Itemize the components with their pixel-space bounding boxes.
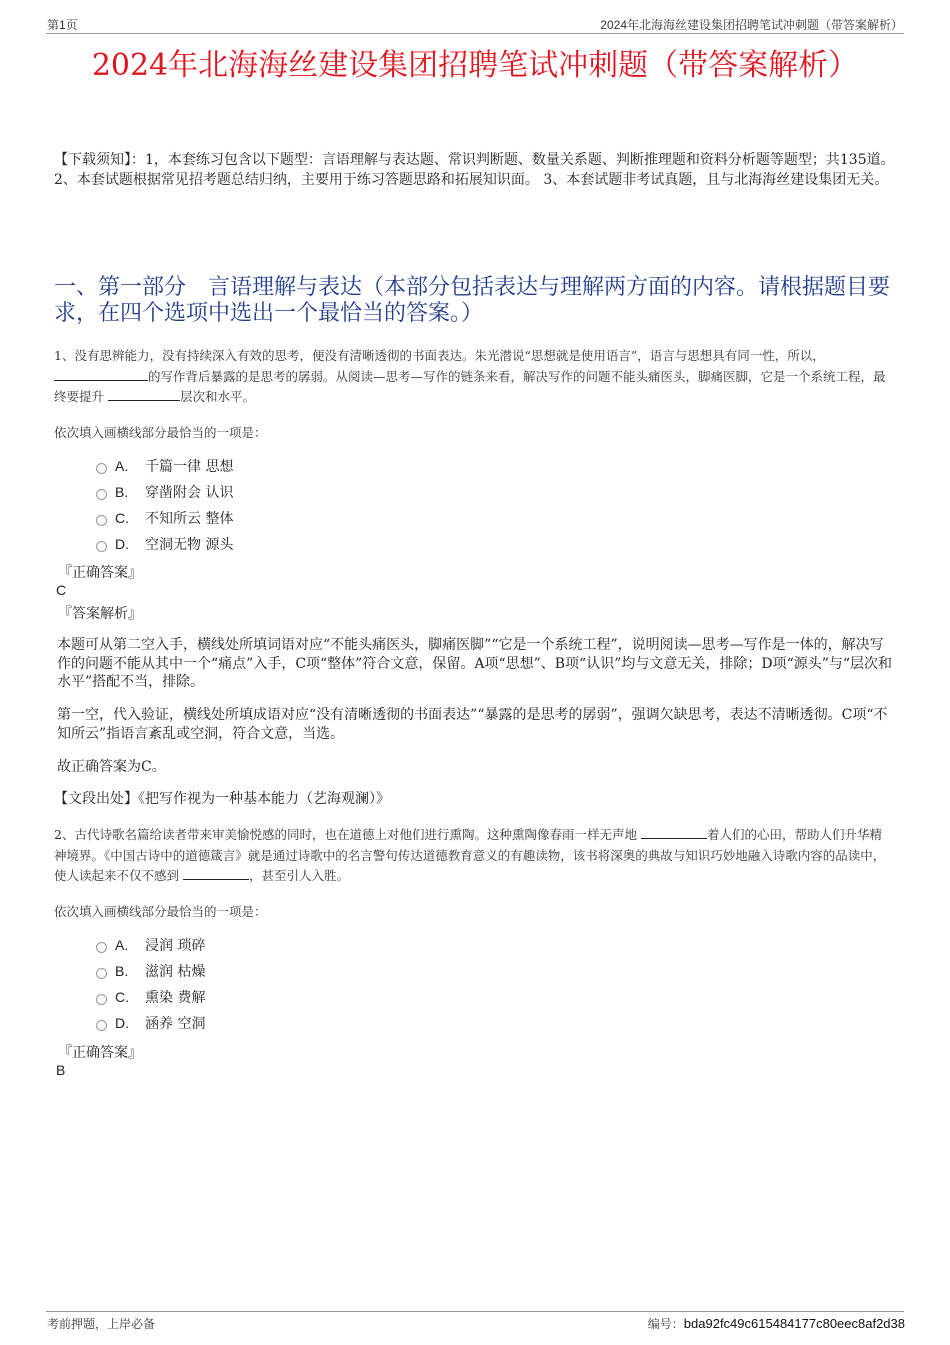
option-letter: D.: [115, 1015, 129, 1031]
source-citation: 【文段出处】《把写作视为一种基本能力（艺海观澜）》: [54, 791, 390, 807]
answer-label: 『正确答案』: [58, 1045, 142, 1061]
question-prompt: 依次填入画横线部分最恰当的一项是：: [54, 425, 267, 440]
radio-icon[interactable]: [96, 463, 107, 474]
question-2-text: [54, 825, 894, 887]
radio-icon[interactable]: [96, 1020, 107, 1031]
option-letter: D.: [115, 536, 129, 552]
footer-divider: [46, 1311, 904, 1312]
analysis-paragraph: 第一空，代入验证，横线处所填成语对应“没有清晰透彻的书面表达”“暴露的是思考的孱弱”，强调欠缺思考，表达不清晰透彻。C项“不知所云”指语言紊乱或空洞，符合文意，当选。: [57, 707, 888, 742]
blank: [641, 825, 707, 839]
question-1-text: [54, 346, 894, 408]
id-label: 编号：: [647, 1317, 684, 1331]
option-text: 穿凿附会 认识: [145, 485, 234, 501]
option-c[interactable]: [96, 987, 205, 1007]
option-c[interactable]: [96, 508, 233, 528]
radio-icon[interactable]: [96, 515, 107, 526]
download-notice: 【下载须知】：1，本套练习包含以下题型：言语理解与表达题、常识判断题、数量关系题、判断推理题和资料分析题等题型；共135道。 2、本套试题根据常见招考题总结归纳，主要用于练习答题思路和拓展知识面。 3、本套试题非考试真题，且与北海海丝建设集团无关。: [54, 152, 895, 188]
option-text: 涵养 空洞: [145, 1016, 206, 1032]
page-title: 2024年北海海丝建设集团招聘笔试冲刺题（带答案解析）: [91, 48, 859, 83]
option-letter: B.: [115, 484, 129, 500]
option-text: 浸润 琐碎: [145, 938, 206, 954]
answer-value: B: [56, 1062, 66, 1078]
option-text: 滋润 枯燥: [145, 964, 206, 980]
footer-slogan: 考前押题，上岸必备: [47, 1317, 156, 1331]
radio-icon[interactable]: [96, 489, 107, 500]
option-text: 熏染 费解: [145, 990, 206, 1006]
answer-label: 『正确答案』: [58, 565, 142, 581]
question-text-part: 1、没有思辨能力，没有持续深入有效的思考，便没有清晰透彻的书面表达。朱光潜说“思想就是使用语言”，语言与思想具有同一性，所以，: [54, 348, 825, 363]
question-prompt: 依次填入画横线部分最恰当的一项是：: [54, 904, 267, 919]
question-text-part: 2、古代诗歌名篇给读者带来审美愉悦感的同时，也在道德上对他们进行熏陶。这种熏陶像春雨一样无声地: [54, 827, 641, 842]
answer-value: C: [56, 582, 67, 598]
option-letter: B.: [115, 963, 129, 979]
header-divider: [46, 33, 904, 34]
option-text: 千篇一律 思想: [145, 459, 234, 475]
id-value: bda92fc49c615484177c80eec8af2d38: [683, 1316, 905, 1331]
analysis-label: 『答案解析』: [58, 606, 142, 622]
question-text-part: 层次和水平。: [179, 389, 255, 404]
question-text-part: 的写作背后暴露的是思考的孱弱。从阅读—思考—写作的链条来看，解决写作的问题不能头痛医头，脚痛医脚，它是一个系统工程，最终要提升: [54, 368, 886, 404]
option-letter: C.: [115, 989, 129, 1005]
option-a[interactable]: [96, 456, 233, 476]
option-text: 空洞无物 源头: [145, 537, 234, 553]
radio-icon[interactable]: [96, 541, 107, 552]
blank: [54, 367, 148, 381]
option-a[interactable]: [96, 935, 205, 955]
blank: [183, 866, 249, 880]
analysis-conclusion: 故正确答案为C。: [57, 759, 166, 775]
option-d[interactable]: [96, 534, 233, 554]
section-heading: 一、第一部分 言语理解与表达（本部分包括表达与理解两方面的内容。请根据题目要求，在四个选项中选出一个最恰当的答案。）: [54, 275, 891, 326]
radio-icon[interactable]: [96, 942, 107, 953]
option-letter: A.: [115, 937, 129, 953]
analysis-paragraph: 本题可从第二空入手，横线处所填词语对应“不能头痛医头，脚痛医脚”“它是一个系统工程”，说明阅读—思考—写作是一体的，解决写作的问题不能从其中一个“痛点”入手，C项“整体”符合文意，保留。A项“思想”、B项“认识”均与文意无关，排除；D项“源头”与“层次和水平”搭配不当，排除。: [57, 637, 893, 690]
option-b[interactable]: [96, 961, 205, 981]
blank: [108, 387, 180, 401]
document-id: [648, 1315, 905, 1332]
option-b[interactable]: [96, 482, 233, 502]
option-letter: A.: [115, 458, 129, 474]
header-doc-title: 2024年北海海丝建设集团招聘笔试冲刺题（带答案解析）: [600, 18, 903, 32]
page-number: 第1页: [47, 18, 78, 32]
option-letter: C.: [115, 510, 129, 526]
question-text-part: 着人们的心田，帮助人们升华精神境界。《中国古诗中的道德箴言》就是通过诗歌中的名言警句传达道德教育意义的有趣读物，该书将深奥的典故与知识巧妙地融入诗歌内容的品读中，使人读起来不仅不感到: [54, 827, 886, 883]
radio-icon[interactable]: [96, 994, 107, 1005]
option-d[interactable]: [96, 1013, 205, 1033]
option-text: 不知所云 整体: [145, 511, 234, 527]
radio-icon[interactable]: [96, 968, 107, 979]
question-text-part: ，甚至引人入胜。: [248, 868, 349, 883]
